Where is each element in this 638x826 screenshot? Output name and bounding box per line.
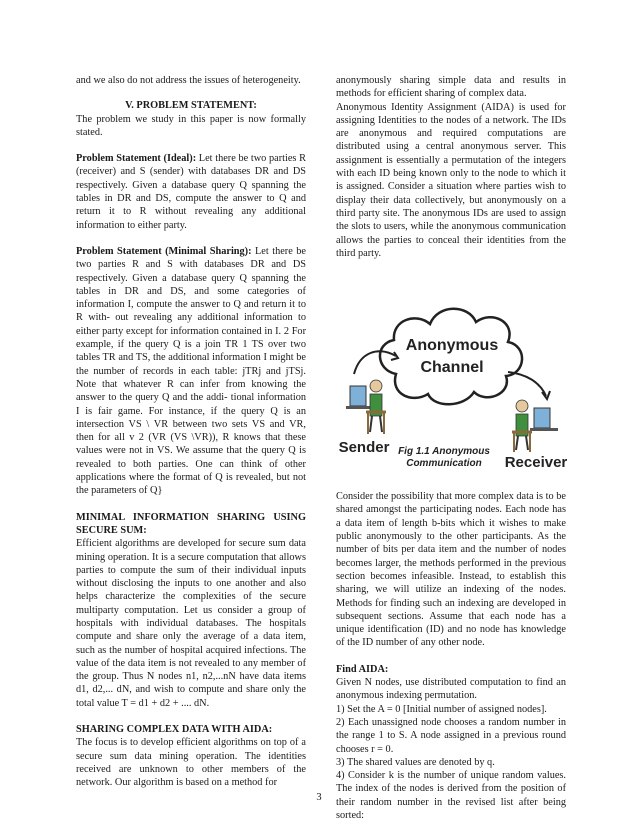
sender-label: Sender <box>338 439 390 457</box>
section-heading: V. PROBLEM STATEMENT: <box>125 100 257 112</box>
figure-caption-1: Fig 1.1 Anonymous <box>398 446 490 458</box>
cloud-label-1: Anonymous <box>405 337 499 355</box>
minimal-text: Let there be two parties R and S with databases DR and DS respectively. Given a database query Q spanning the tables in DR and DS, and some categories of information I, compute the answer to Q and return it to R with- out revealing any additional information to either party except for information contained in I. 2 For example, if the query Q is a join TR 1 TS over two tables TR and TS, the additional information I might be the number of records in each table: jTRj and jTSj. Note that whatever R can infer from knowing the answer to the query Q and the addi- tional information I is fair game. For instance, if the query Q is an intersection VS \ VR between two sets VS and VR, then for all v 2 (VR (VS \VR)), R knows that these values were not in VS. We assume that the query Q is revealed to both parties. One can think of other applications where the format of Q is revealed, but not the parameters of Q} <box>76 245 306 497</box>
complex-data-paragraph: Consider the possibility that more complex data is to be shared amongst the participating nodes. Each node has a data item of length b-bits which it wishes to make public anonymously to the other participants. As the number of bits per data item and the number of nodes becomes larger, the methods performed in the previous section becomes infeasible. Instead, to establish this sharing, we will utilize an indexing of the nodes. Methods for finding such an indexing are developed in subsequent sections. Assume that each node has a unique identification (ID) and no node has knowledge of the ID number of any other node. <box>336 491 566 649</box>
step-3: 3) The shared values are denoted by q. <box>336 756 495 768</box>
page-number: 3 <box>316 792 322 803</box>
minimal-label: Problem Statement (Minimal Sharing): <box>76 245 252 257</box>
complex-data-text: The focus is to develop efficient algorithms on top of a secure sum data mining operation. The identities received are unknown to other members of the network. Our algorithm is based on a method for <box>76 737 306 789</box>
problem-intro: The problem we study in this paper is now formally stated. <box>76 113 306 138</box>
aida-paragraph: Anonymous Identity Assignment (AIDA) is used for assigning Identities to the nodes of a network. The IDs are anonymous and required computations are distributed using a central anonymous server. This assignment is essentially a permutation of the integers with each ID being known only to the node to which it is assigned. Consider a situation where parties wish to display their data collectively, but anonymously on a third party site. The anonymous IDs are used to assign the slots to users, while the anonymous communication allows the parties to conceal their identities from the third party. <box>336 101 566 259</box>
ideal-statement <box>76 152 306 232</box>
anonymous-communication-figure <box>336 282 568 478</box>
minimal-statement <box>76 245 306 498</box>
secure-sum-heading: MINIMAL INFORMATION SHARING USING SECURE SUM: <box>76 511 306 536</box>
ideal-text: Let there be two parties R (receiver) and S (sender) with databases DR and DS respectively. Given a database query Q spanning the tables in DR and DS, compute the answer to Q and return it to R without revealing any additional information to either party. <box>76 153 306 231</box>
step-4: 4) Consider k is the number of unique random values. The index of the nodes is derived from the position of their random number in the revised list after being sorted: <box>336 770 566 821</box>
cloud-icon <box>380 309 522 405</box>
right-column <box>336 74 566 822</box>
left-column <box>76 74 306 790</box>
step-2: 2) Each unassigned node chooses a random number in the range 1 to S. A node assigned in a previous round chooses r = 0. <box>336 716 566 755</box>
receiver-figure-icon <box>512 400 558 452</box>
figure-caption-2: Communication <box>406 458 482 470</box>
find-aida-heading: Find AIDA: <box>336 663 389 675</box>
step-1: 1) Set the A = 0 [Initial number of assigned nodes]. <box>336 703 547 715</box>
complex-data-heading: SHARING COMPLEX DATA WITH AIDA: <box>76 724 273 736</box>
left-intro-paragraph: and we also do not address the issues of heterogeneity. <box>76 75 301 86</box>
sender-figure-icon <box>346 380 386 434</box>
ideal-label: Problem Statement (Ideal): <box>76 153 197 165</box>
receiver-label: Receiver <box>504 454 568 472</box>
find-aida-text: Given N nodes, use distributed computation to find an anonymous indexing permutation. <box>336 677 566 702</box>
cloud-label-2: Channel <box>420 359 484 377</box>
secure-sum-text: Efficient algorithms are developed for secure sum data mining operation. It is a secure computation that allows parties to compute the sum of their individual inputs without disclosing the inputs to one another and also helps characterize the complexities of the secure multiparty computation. Let us consider a group of hospitals with individual databases. The hospitals compute and share only the average of a data item, such as the number of hospital acquired infections. The value of the data item is not revealed to any member of the group. Thus N nodes n1, n2,...nN have data items d1, d2,... dN, and wish to compute and share only the total value T = d1 + d2 + .... dN. <box>76 538 306 709</box>
right-intro-paragraph: anonymously sharing simple data and results in methods for efficient sharing of complex data. <box>336 75 566 100</box>
